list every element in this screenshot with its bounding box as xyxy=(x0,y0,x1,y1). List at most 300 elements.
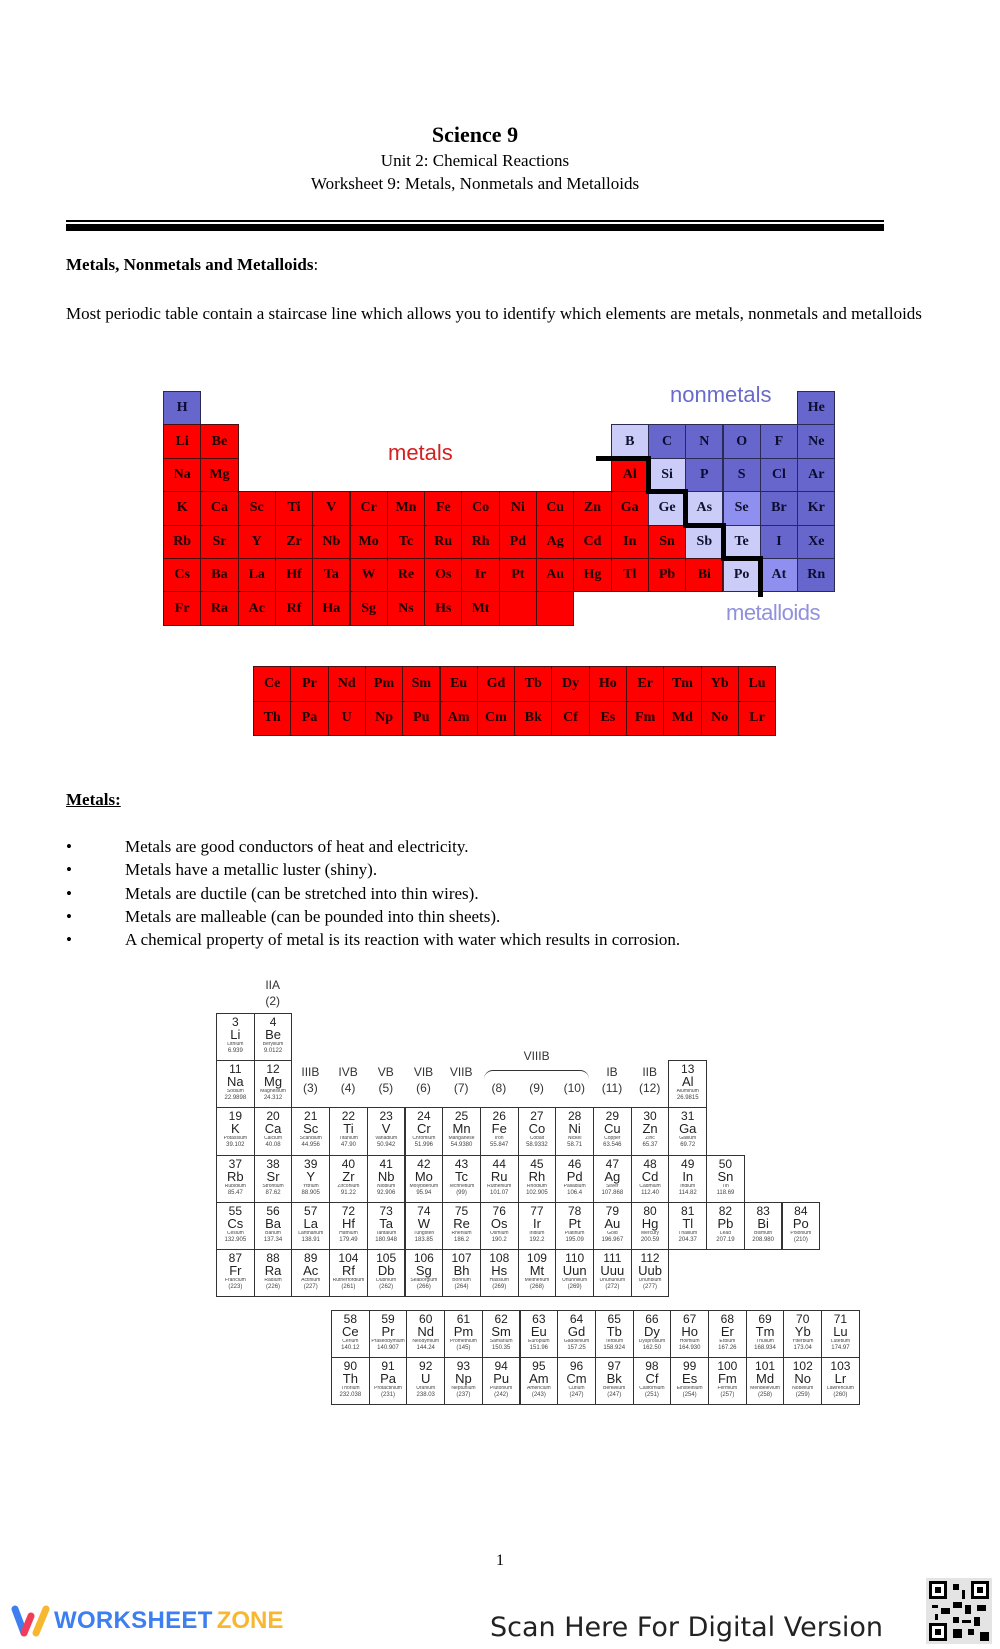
element-symbol: Be xyxy=(265,1027,281,1042)
atomic-mass: 151.96 xyxy=(529,1345,549,1351)
atomic-mass: 238.03 xyxy=(416,1392,435,1398)
atomic-number: 63 xyxy=(532,1312,546,1326)
element-cell: He xyxy=(797,391,835,425)
element-cell: La xyxy=(238,558,276,592)
element-cell xyxy=(633,1357,672,1405)
element-symbol: Ru xyxy=(490,1168,508,1184)
element-cell: Tl xyxy=(611,558,649,592)
element-cell xyxy=(480,1249,519,1297)
atomic-mass: 85.47 xyxy=(227,1189,243,1196)
atomic-mass: (247) xyxy=(607,1392,622,1398)
element-symbol: Ta xyxy=(379,1215,393,1231)
atomic-number: 61 xyxy=(456,1312,471,1326)
group-label xyxy=(593,1064,631,1096)
f-block-cell: Dy xyxy=(551,666,589,702)
atomic-mass: (242) xyxy=(494,1392,509,1398)
atomic-number: 21 xyxy=(304,1109,318,1124)
element-symbol: Cs xyxy=(227,1215,244,1231)
element-cell xyxy=(631,1202,670,1250)
atomic-mass: (269) xyxy=(492,1284,507,1290)
element-name: Thulium xyxy=(756,1339,774,1344)
atomic-mass: 69.72 xyxy=(680,1142,696,1149)
atomic-number: 103 xyxy=(830,1359,851,1373)
element-name: Lanthanum xyxy=(298,1230,324,1236)
element-symbol: Pr xyxy=(381,1324,395,1339)
atomic-number: 24 xyxy=(417,1109,431,1124)
atomic-number: 70 xyxy=(796,1312,810,1326)
atomic-mass: 40.08 xyxy=(265,1142,281,1149)
atomic-number: 11 xyxy=(229,1062,242,1077)
element-symbol: Th xyxy=(342,1371,358,1386)
element-name: Platinum xyxy=(564,1230,585,1236)
element-name: Gallium xyxy=(679,1136,697,1142)
element-cell xyxy=(668,1060,707,1108)
element-cell xyxy=(329,1155,368,1203)
element-cell: Re xyxy=(387,558,425,592)
group-label xyxy=(518,1064,556,1096)
element-symbol: Re xyxy=(453,1215,470,1231)
atomic-number: 87 xyxy=(228,1251,243,1265)
group-label xyxy=(555,1064,593,1096)
element-cell: Ra xyxy=(200,591,238,625)
atomic-mass: 102.905 xyxy=(526,1189,548,1196)
element-cell xyxy=(367,1249,406,1297)
atomic-mass: 107.868 xyxy=(601,1189,624,1196)
element-symbol: Lr xyxy=(834,1371,847,1386)
element-cell: Rb xyxy=(163,525,201,559)
atomic-mass: (277) xyxy=(643,1284,658,1290)
element-cell xyxy=(442,1249,481,1297)
element-cell xyxy=(216,1249,255,1297)
element-cell xyxy=(821,1357,860,1405)
f-block-cell: Lu xyxy=(738,666,776,702)
atomic-mass: 158.924 xyxy=(603,1345,626,1351)
atomic-mass: 140.907 xyxy=(377,1345,399,1351)
element-name: Rhodium xyxy=(526,1183,547,1189)
element-symbol: Rh xyxy=(528,1168,546,1184)
element-symbol: Zn xyxy=(642,1121,658,1137)
f-block-cell: Pm xyxy=(365,666,403,702)
element-cell xyxy=(518,1202,557,1250)
element-name: Lithium xyxy=(227,1042,244,1047)
f-block-cell: Bk xyxy=(514,701,552,737)
atomic-mass: 95.94 xyxy=(416,1189,432,1196)
element-symbol: Sr xyxy=(266,1168,280,1184)
element-cell xyxy=(444,1310,483,1358)
label-nonmetals: nonmetals xyxy=(670,382,772,407)
element-cell xyxy=(291,1155,330,1203)
atomic-number: 96 xyxy=(569,1359,584,1373)
element-cell xyxy=(406,1310,445,1358)
element-cell: Zr xyxy=(275,525,313,559)
atomic-number: 60 xyxy=(419,1312,433,1326)
element-symbol: Yb xyxy=(794,1324,811,1339)
element-name: Yttrium xyxy=(302,1183,319,1189)
f-block-cell: Er xyxy=(626,666,664,702)
element-cell: At xyxy=(760,558,798,592)
atomic-mass: 87.62 xyxy=(265,1189,281,1196)
element-name: Seaborgium xyxy=(410,1278,438,1283)
atomic-mass: 144.24 xyxy=(416,1345,435,1351)
atomic-mass: 150.35 xyxy=(491,1345,511,1351)
element-cell: Pb xyxy=(648,558,686,592)
element-cell: B xyxy=(611,424,649,458)
element-symbol: In xyxy=(682,1168,694,1184)
atomic-mass: (259) xyxy=(795,1392,810,1398)
element-cell: H xyxy=(163,391,201,425)
element-cell xyxy=(708,1357,747,1405)
element-name: Polonium xyxy=(790,1230,812,1236)
element-cell: Ta xyxy=(312,558,350,592)
element-name: Rubidium xyxy=(224,1183,246,1189)
element-cell xyxy=(367,1202,406,1250)
element-cell xyxy=(482,1357,521,1405)
element-symbol: Uun xyxy=(562,1263,587,1278)
element-cell xyxy=(254,1060,293,1108)
atomic-mass: 118.69 xyxy=(716,1189,735,1196)
element-name: Iridium xyxy=(529,1230,545,1236)
element-cell xyxy=(331,1310,370,1358)
atomic-mass: (272) xyxy=(605,1284,620,1290)
element-symbol: Cr xyxy=(416,1121,431,1137)
atomic-mass: 174.97 xyxy=(831,1345,850,1351)
element-name: Chromium xyxy=(412,1136,436,1142)
element-cell xyxy=(631,1107,670,1155)
atomic-mass: 54.9380 xyxy=(450,1142,473,1149)
element-name: Osmium xyxy=(489,1230,509,1236)
element-cell: Os xyxy=(424,558,462,592)
element-cell xyxy=(480,1202,519,1250)
element-name: Technetium xyxy=(448,1183,475,1189)
viiib-brace xyxy=(484,1070,589,1079)
atomic-mass: 22.9898 xyxy=(224,1095,247,1102)
element-symbol: Al xyxy=(681,1074,694,1090)
element-name: Actinium xyxy=(301,1278,321,1283)
element-name: Indium xyxy=(680,1183,696,1189)
element-cell: Li xyxy=(163,424,201,458)
atomic-number: 19 xyxy=(228,1109,243,1124)
atomic-number: 88 xyxy=(266,1251,280,1265)
element-cell xyxy=(480,1155,519,1203)
element-symbol: No xyxy=(794,1371,812,1386)
atomic-number: 40 xyxy=(341,1156,356,1171)
element-cell: Fr xyxy=(163,591,201,625)
element-cell: Zn xyxy=(573,491,611,525)
group-label xyxy=(631,1064,669,1096)
atomic-number: 62 xyxy=(494,1312,508,1326)
atomic-number: 28 xyxy=(567,1109,582,1124)
atomic-number: 112 xyxy=(640,1251,660,1265)
element-symbol: Zr xyxy=(342,1168,355,1184)
group-label xyxy=(329,1064,367,1096)
element-name: Niobium xyxy=(376,1183,396,1189)
element-cell xyxy=(369,1357,408,1405)
element-cell xyxy=(254,1155,293,1203)
element-name: Cadmium xyxy=(639,1183,661,1189)
atomic-number: 76 xyxy=(492,1203,506,1218)
atomic-mass: (257) xyxy=(720,1392,735,1398)
atomic-number: 49 xyxy=(681,1156,695,1171)
element-cell: Ti xyxy=(275,491,313,525)
f-block-cell: Np xyxy=(365,701,403,737)
atomic-mass: 112.40 xyxy=(641,1189,659,1196)
atomic-number: 22 xyxy=(341,1109,356,1124)
atomic-mass: 88.905 xyxy=(301,1189,320,1196)
element-cell xyxy=(746,1310,785,1358)
element-name: Sodium xyxy=(226,1089,244,1095)
atomic-mass: 204.37 xyxy=(678,1236,697,1243)
element-symbol: Mt xyxy=(529,1263,545,1278)
atomic-mass: 208.980 xyxy=(752,1236,774,1243)
element-cell xyxy=(442,1202,481,1250)
f-block-cell: Es xyxy=(589,701,627,737)
bullet-icon: • xyxy=(66,837,72,856)
element-cell: Ca xyxy=(200,491,238,525)
element-name: Tantalum xyxy=(375,1230,397,1236)
atomic-mass: 173.04 xyxy=(793,1345,812,1351)
atomic-number: 57 xyxy=(304,1203,318,1218)
atomic-number: 38 xyxy=(266,1156,280,1171)
element-symbol: W xyxy=(417,1215,430,1231)
atomic-mass: (261) xyxy=(341,1284,356,1290)
atomic-mass: 183.85 xyxy=(414,1236,434,1243)
atomic-number: 30 xyxy=(643,1109,657,1124)
element-cell: Se xyxy=(723,491,761,525)
atomic-mass: (227) xyxy=(303,1284,318,1290)
element-name: Meitnerium xyxy=(524,1278,550,1283)
group-label-roman: VIB xyxy=(413,1065,434,1080)
element-symbol: Bi xyxy=(757,1215,769,1231)
atomic-number: 95 xyxy=(532,1359,546,1373)
atomic-mass: 24.312 xyxy=(263,1095,283,1102)
atomic-mass: (237) xyxy=(456,1392,471,1398)
element-cell: Pd xyxy=(499,525,537,559)
atomic-mass: 51.996 xyxy=(414,1142,434,1149)
f-block-cell: Md xyxy=(663,701,701,737)
f-block-cell: No xyxy=(701,701,739,737)
element-name: Silver xyxy=(606,1183,619,1189)
atomic-number: 98 xyxy=(645,1359,659,1373)
element-cell: C xyxy=(648,424,686,458)
atomic-number: 72 xyxy=(341,1203,356,1218)
element-cell xyxy=(406,1357,445,1405)
worksheet-zone-logo xyxy=(10,1604,283,1638)
element-cell: Si xyxy=(648,458,686,492)
atomic-mass: 114.82 xyxy=(678,1189,697,1196)
element-cell xyxy=(216,1013,255,1061)
element-cell xyxy=(291,1107,330,1155)
element-cell xyxy=(291,1249,330,1297)
element-cell: Co xyxy=(461,491,499,525)
element-cell xyxy=(744,1202,783,1250)
group-label xyxy=(291,1064,329,1096)
element-symbol: Nb xyxy=(377,1168,395,1184)
qr-code-icon[interactable] xyxy=(926,1578,992,1644)
element-name: Thallium xyxy=(678,1230,698,1236)
element-cell xyxy=(331,1357,370,1405)
group-label-number: (9) xyxy=(529,1081,544,1096)
element-cell xyxy=(555,1155,594,1203)
bullet-text: Metals have a metallic luster (shiny). xyxy=(125,860,378,880)
element-cell xyxy=(216,1060,255,1108)
unit-subtitle: Unit 2: Chemical Reactions xyxy=(380,151,570,170)
element-name: Ytterbium xyxy=(792,1339,814,1344)
element-symbol: Ce xyxy=(342,1324,359,1339)
atomic-mass: 138.91 xyxy=(301,1236,320,1243)
element-name: Californium xyxy=(639,1386,665,1391)
element-cell xyxy=(442,1107,481,1155)
element-cell xyxy=(482,1310,521,1358)
element-name: Titanium xyxy=(338,1136,358,1142)
element-cell xyxy=(670,1357,709,1405)
element-name: Bismuth xyxy=(754,1230,773,1236)
group-label-number: (6) xyxy=(416,1081,431,1096)
atomic-number: 26 xyxy=(492,1109,506,1124)
atomic-number: 90 xyxy=(343,1359,358,1373)
element-cell: K xyxy=(163,491,201,525)
element-cell: Ir xyxy=(461,558,499,592)
element-cell xyxy=(442,1155,481,1203)
element-symbol: Tc xyxy=(455,1168,469,1184)
element-name: Palladium xyxy=(563,1183,586,1189)
element-cell xyxy=(254,1249,293,1297)
atomic-mass: (251) xyxy=(644,1392,659,1398)
element-cell: Hs xyxy=(424,591,462,625)
element-cell xyxy=(595,1310,634,1358)
element-cell: W xyxy=(350,558,388,592)
element-cell: Ac xyxy=(238,591,276,625)
element-symbol: Bk xyxy=(606,1371,622,1386)
element-cell: Au xyxy=(536,558,574,592)
atomic-number: 65 xyxy=(607,1312,621,1326)
element-symbol: Os xyxy=(490,1215,508,1231)
element-symbol: Pm xyxy=(453,1324,474,1339)
f-block-cell: Tb xyxy=(514,666,552,702)
element-symbol: Hf xyxy=(341,1215,355,1231)
element-symbol: Pb xyxy=(717,1215,734,1231)
element-name: Praseodymium xyxy=(371,1339,405,1344)
atomic-number: 56 xyxy=(266,1203,280,1218)
element-name: Samarium xyxy=(489,1339,513,1344)
bullet-icon: • xyxy=(66,860,72,880)
element-cell xyxy=(367,1155,406,1203)
atomic-number: 102 xyxy=(792,1359,813,1373)
element-cell xyxy=(254,1107,293,1155)
element-name: Protactinium xyxy=(374,1386,402,1391)
atomic-mass: (258) xyxy=(758,1392,773,1398)
element-name: Copper xyxy=(604,1136,621,1142)
atomic-mass: (226) xyxy=(266,1284,281,1290)
atomic-mass: 50.942 xyxy=(376,1142,396,1149)
atomic-number: 78 xyxy=(567,1203,582,1218)
element-name: Cesium xyxy=(226,1230,244,1236)
group-label-number: (7) xyxy=(453,1081,469,1096)
element-cell xyxy=(555,1107,594,1155)
element-cell: Ge xyxy=(648,491,686,525)
element-cell: Ag xyxy=(536,525,574,559)
element-cell: P xyxy=(685,458,723,492)
element-cell xyxy=(670,1310,709,1358)
element-name: Cerium xyxy=(342,1339,359,1344)
f-block-cell: Cm xyxy=(477,701,515,737)
atomic-number: 43 xyxy=(454,1156,469,1171)
atomic-number: 97 xyxy=(607,1359,621,1373)
element-cell: Ar xyxy=(797,458,835,492)
atomic-number: 75 xyxy=(454,1203,469,1218)
element-name: Lutetium xyxy=(830,1339,851,1344)
element-cell: Ga xyxy=(611,491,649,525)
element-cell: N xyxy=(685,424,723,458)
brand-worksheet: WORKSHEET xyxy=(54,1607,213,1634)
element-name: Francium xyxy=(224,1278,246,1283)
element-cell: Cu xyxy=(536,491,574,525)
element-symbol: Er xyxy=(720,1324,734,1339)
element-cell xyxy=(405,1202,444,1250)
atomic-mass: (268) xyxy=(529,1284,544,1290)
element-symbol: Pu xyxy=(493,1371,510,1386)
element-cell xyxy=(369,1310,408,1358)
element-cell: F xyxy=(760,424,798,458)
element-cell: Mg xyxy=(200,458,238,492)
element-cell: Pt xyxy=(499,558,537,592)
element-cell xyxy=(557,1357,596,1405)
element-name: Uranium xyxy=(416,1386,436,1391)
element-cell: Nb xyxy=(312,525,350,559)
bullet-icon: • xyxy=(66,906,72,926)
atomic-mass: 91.22 xyxy=(340,1189,356,1196)
element-symbol: Ir xyxy=(532,1215,541,1231)
element-symbol: Hs xyxy=(491,1263,508,1278)
element-symbol: Ho xyxy=(681,1324,698,1339)
element-symbol: Mg xyxy=(264,1074,283,1090)
element-cell xyxy=(254,1202,293,1250)
atomic-mass: 140.12 xyxy=(341,1345,360,1351)
atomic-number: 27 xyxy=(530,1109,544,1124)
element-cell: Bi xyxy=(685,558,723,592)
element-symbol: Sm xyxy=(491,1324,511,1339)
element-cell: Sn xyxy=(648,525,686,559)
element-name: Aluminum xyxy=(676,1089,699,1095)
element-symbol: Pd xyxy=(566,1168,583,1184)
element-cell xyxy=(633,1310,672,1358)
element-symbol: Lu xyxy=(833,1324,848,1339)
element-cell: Xe xyxy=(797,525,835,559)
element-name: Gadolinium xyxy=(563,1339,590,1344)
element-symbol: Ag xyxy=(604,1168,621,1184)
element-cell: Sc xyxy=(238,491,276,525)
element-cell xyxy=(405,1249,444,1297)
element-symbol: Ti xyxy=(343,1121,354,1137)
element-name: Ruthenium xyxy=(487,1183,512,1189)
atomic-number: 4 xyxy=(269,1015,277,1029)
element-symbol: Db xyxy=(377,1263,395,1278)
atomic-number: 64 xyxy=(569,1312,584,1326)
element-symbol: Tm xyxy=(755,1324,775,1339)
element-cell: Cl xyxy=(760,458,798,492)
element-name: Mercury xyxy=(641,1230,660,1236)
element-name: Promethium xyxy=(449,1339,477,1344)
element-symbol: U xyxy=(421,1371,431,1386)
element-name: Zinc xyxy=(645,1136,655,1142)
element-name: Calcium xyxy=(264,1136,283,1142)
element-cell xyxy=(405,1107,444,1155)
atomic-number: 77 xyxy=(530,1203,544,1218)
group-label xyxy=(367,1064,405,1096)
atomic-number: 92 xyxy=(419,1359,433,1373)
element-symbol: Co xyxy=(528,1121,546,1137)
atomic-number: 66 xyxy=(645,1312,659,1326)
element-cell: Po xyxy=(723,558,761,592)
